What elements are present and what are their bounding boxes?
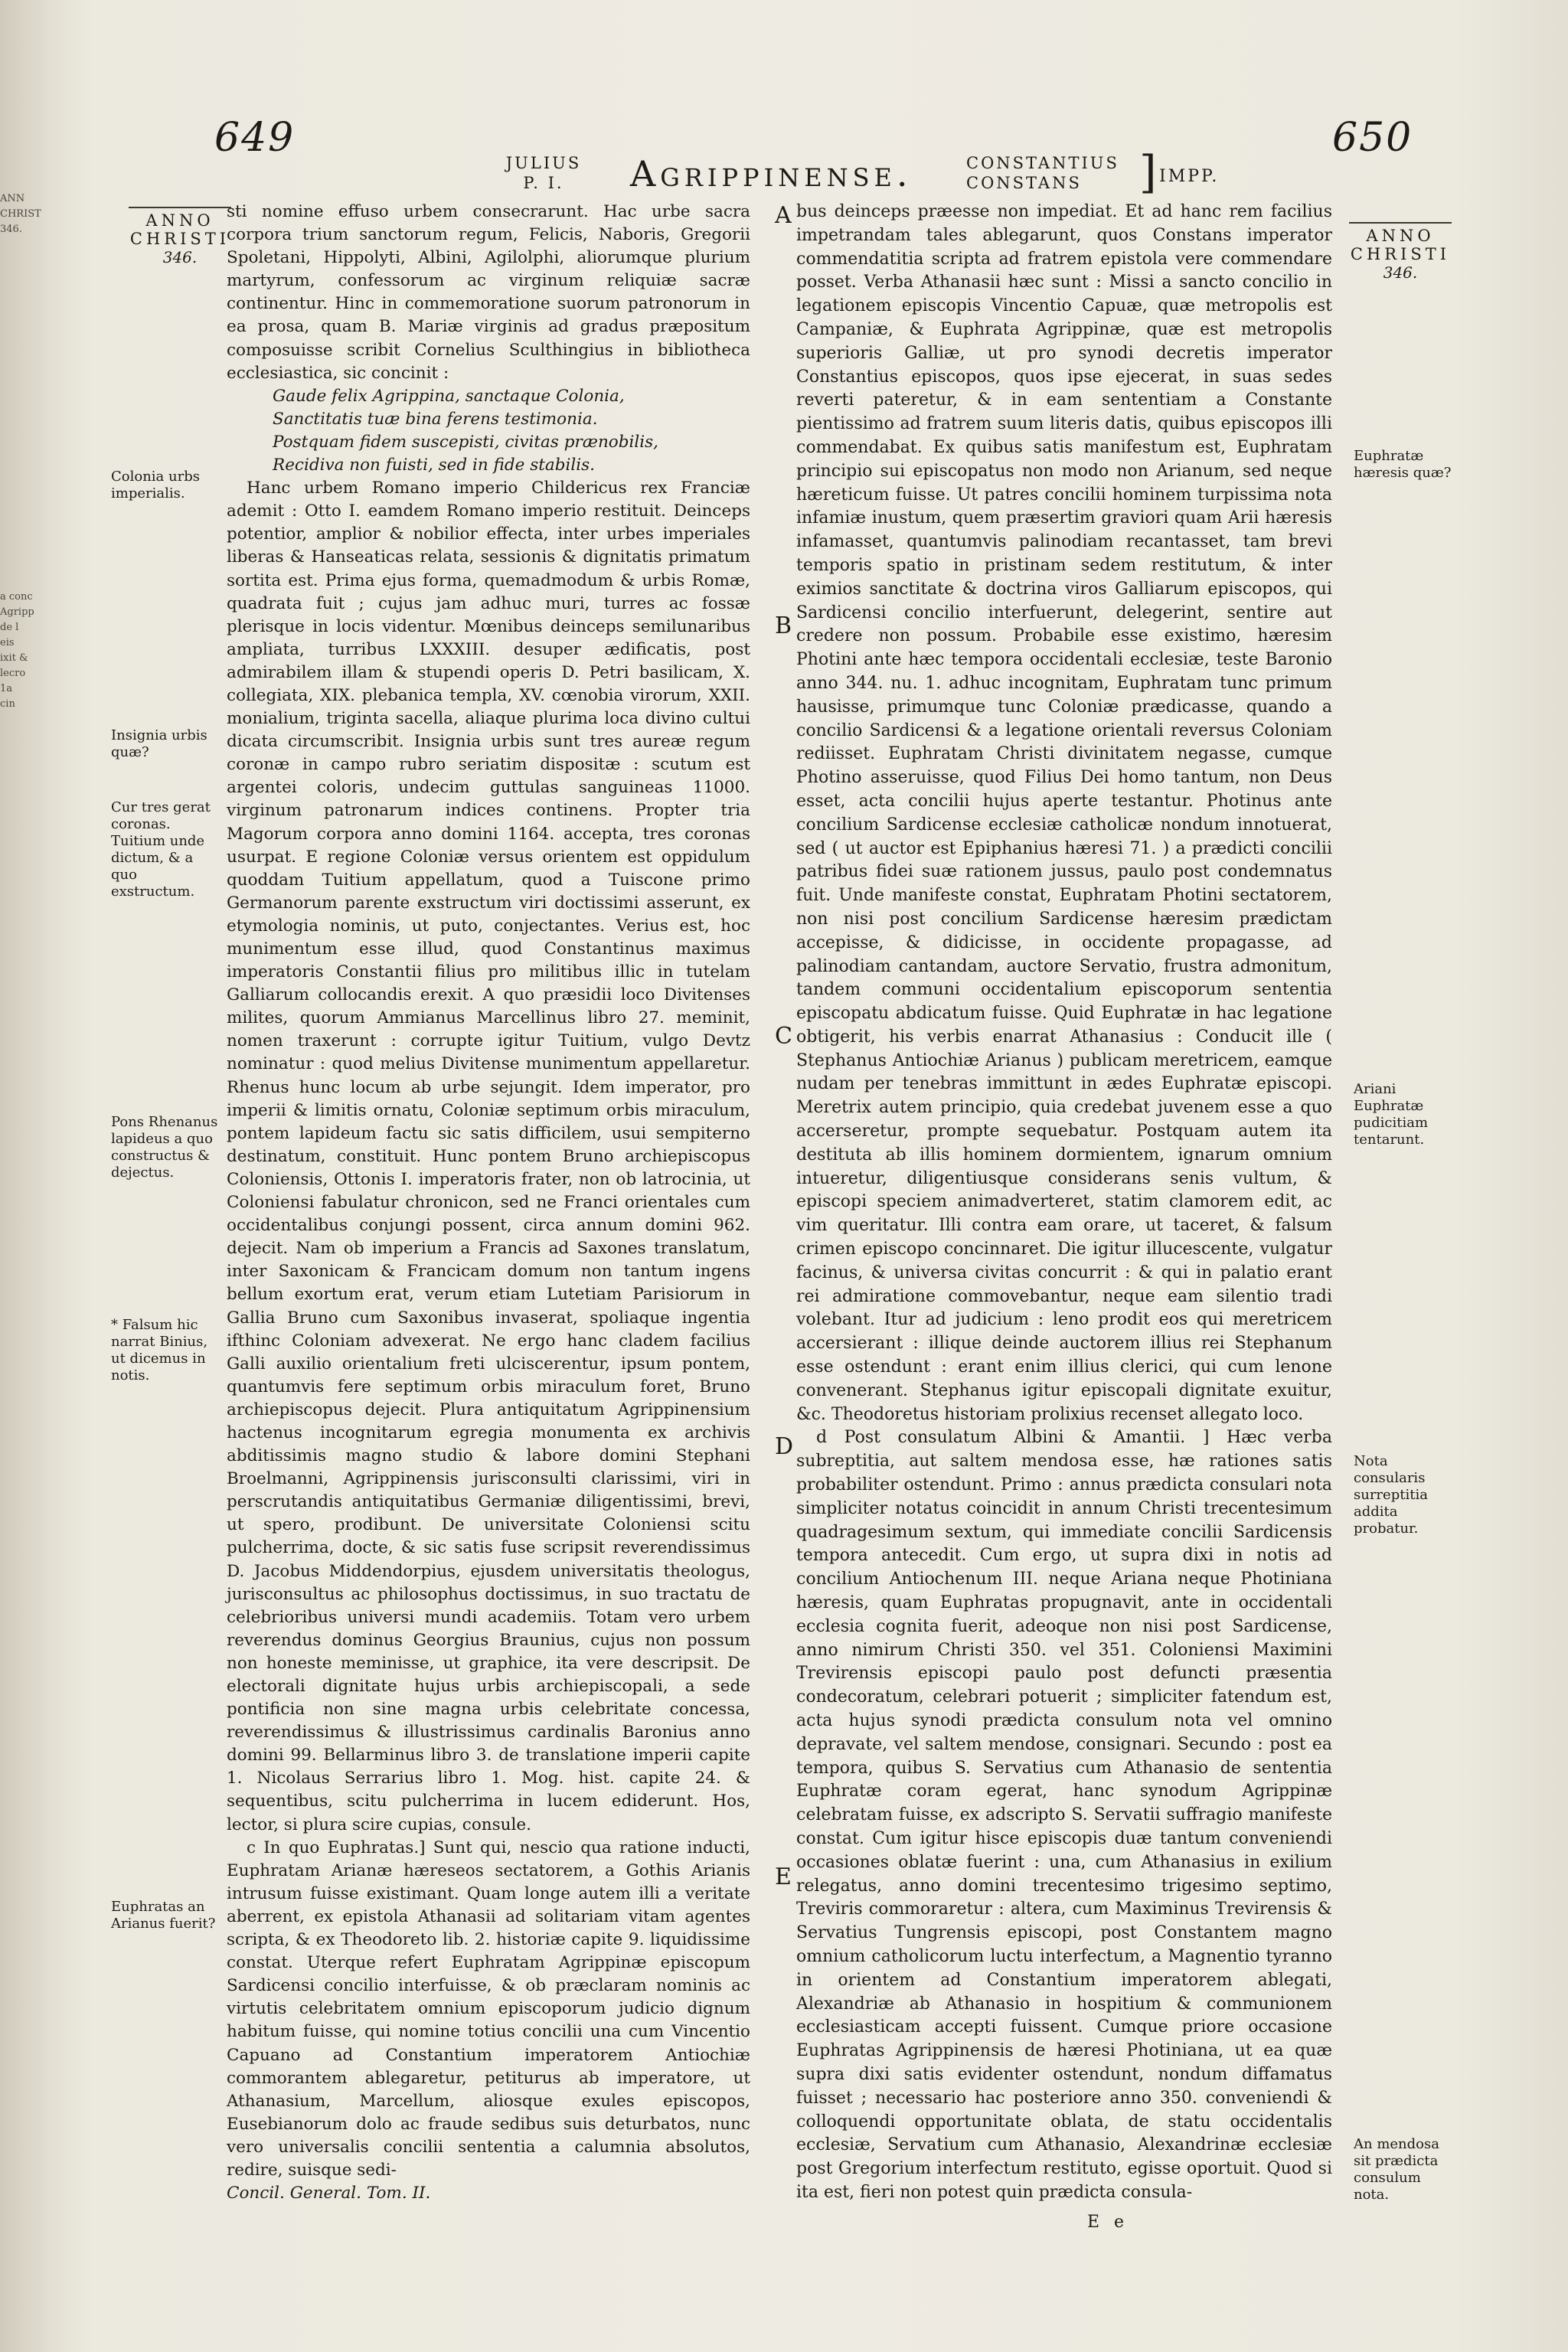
edge-fragment — [0, 390, 24, 406]
section-letter-c: C — [775, 1023, 792, 1050]
verse-line: Recidiva non fuisti, sed in fide stabilis. — [273, 456, 595, 475]
right-text-column — [796, 201, 1332, 2205]
pope-name: JULIUS — [505, 154, 582, 172]
edge-fragment — [0, 482, 24, 498]
edge-fragment: de l — [0, 622, 19, 633]
margin-note-euphratas: Euphratas an Arianus fuerit? — [111, 1899, 216, 1932]
page-number-left: 649 — [214, 115, 296, 161]
section-letter-a: A — [775, 202, 792, 229]
edge-fragment: ANN — [0, 193, 25, 204]
margin-note-ariani: Ariani Euphratæ pudicitiam tentarunt. — [1354, 1081, 1429, 1148]
impp-label: IMPP. — [1159, 167, 1220, 186]
anno-year: 346. — [1383, 263, 1418, 282]
edge-fragment — [0, 574, 24, 590]
pope-label — [501, 153, 586, 193]
edge-fragment — [0, 528, 24, 544]
anno-word: ANNO — [145, 211, 214, 230]
text-paragraph: Hanc urbem Romano imperio Childericus rex Franciæ ademit : Otto I. eamdem Romano imperio restituit. Deinceps potentior, amplior & nobilior effecta, inter urbes imperiales liberas & Hanseaticas relata, sessionis & dignitatis primatum sortita est. Prima ejus forma, quemadmodum & urbis Romæ, quadrata fuit ; cujus jam adhuc muri, turres ac fossæ plerisque in locis videntur. Mœnibus deinceps semilunaribus ampliata, turribus LXXXIII. desuper ædificatis, post admirabilem illam & stupendi operis D. Petri basilicam, X. collegiata, XIX. plebanica templa, XV. cœnobia virorum, XXII. monialium, triginta sacella, aliaque plurima loca divino cultui dicata circumscribit. Insignia urbis sunt tres aureæ regum coronæ in campo rubro seriatim dispositæ : scutum est argentei coloris, undecim guttulas sanguineas 11000. virginum patronarum indices continens. Propter tria Magorum corpora anno domini 1164. accepta, tres coronas usurpat. E regione Coloniæ versus orientem est oppidulum quoddam Tuitium appellatum, quod a Tuiscone primo Germanorum parente exstructum viri doctissimi asserunt, ex etymologia nominis, ut puto, conjectantes. Verius est, hoc munimentum esse illud, quod Constantinus maximus imperatoris Constantii filius pro militibus illic in tutelam Galliarum collocandis erexit. A quo præsidii loco Divitenses milites, quorum Ammianus Marcellinus libro 27. meminit, nomen traxerunt : corrupte igitur Tuitium, vulgo Devtz nominatur : quod melius Divitense munimentum appellaretur. Rhenus hunc locum ab urbe sejungit. Idem imperator, pro imperii & limitis ornatu, Coloniæ septimum orbis miraculum, pontem lapideum factu sic satis difficilem, usui sempiterno destinatum, constituit. Hunc pontem Bruno archiepiscopus Coloniensis, Ottonis I. imperatoris frater, non ob latrocinia, ut Coloniensi fabulatur chronicon, sed ne Franci orientales cum occidentalibus conjungi possent, circa annum domini 962. dejecit. Nam ob imperium a Francis ad Saxones translatum, inter Saxonicam & Francicam domum non tantum ingens bellum exortum erat, verum etiam Lutetiam Parisiorum in Gallia Bruno cum Saxonibus invaserat, spoliaque ingentia ifthinc Coloniam advexerat. Ne ergo hanc cladem facilius Galli auxilio orientalium freti ulciscerentur, ipsum pontem, quantumvis fere septimum orbis miraculum foret, Bruno archiepiscopus dejecit. Plura antiquitatum Agrippinensium hactenus incognitarum egregia monumenta ex archivis abditissimis magno studio & labore domini Stephani Broelmanni, Agrippinensis jurisconsulti clarissimi, viri in perscrutandis antiquitatibus Germaniæ diligentissimi, brevi, ut spero, prodibunt. De universitate Coloniensi scitu pulcherrima, docte, & sic satis fuse scripsit reverendissimus D. Jacobus Middendorpius, ejusdem universitatis theologus, jurisconsultus ac philosophus doctissimus, in suo tractatu de celebrioribus universi mundi academiis. Totam vero urbem reverendus dominus Georgius Braunius, cujus non possum non honeste meminisse, ut graphice, ita vere descripsit. De electorali dignitate hujus urbis archiepiscopali, a sede pontificia non sine magna urbis celebritate concessa, reverendissimus & illustrissimus cardinalis Baronius anno domini 99. Bellarminus libro 3. de translatione imperii capite 1. Nicolaus Serrarius libro 1. Mog. hist. capite 24. & sequentibus, scitu pulcherrima in lucem ediderunt. Hos, lector, si plura scire cupias, consule. — [227, 479, 750, 1834]
verse-line: Sanctitatis tuæ bina ferens testimonia. — [273, 409, 598, 429]
edge-fragment — [0, 283, 24, 299]
edge-fragment: 346. — [0, 224, 22, 235]
section-letter-b: B — [775, 612, 792, 639]
edge-fragment: eis — [0, 637, 15, 648]
edge-fragment — [0, 452, 24, 467]
margin-note-haeresis: Euphratæ hæresis quæ? — [1354, 448, 1452, 481]
edge-fragment — [0, 237, 24, 253]
section-letter-d: D — [775, 1433, 794, 1460]
anno-christi-left — [129, 211, 231, 266]
emperor-constantius: CONSTANTIUS — [966, 154, 1119, 172]
christi-word: CHRISTI — [129, 230, 230, 248]
edge-fragment — [0, 345, 24, 360]
margin-note-coronas: Cur tres gerat coronas. Tuitium unde dictum, & a quo exstructum. — [111, 799, 211, 900]
anno-word: ANNO — [1366, 227, 1435, 245]
verse-line: Postquam fidem suscepisti, civitas prænobilis, — [273, 432, 659, 452]
page-title: Agrippinense. — [630, 153, 913, 194]
margin-note-insignia: Insignia urbis quæ? — [111, 727, 207, 760]
page-number-right: 650 — [1332, 115, 1413, 161]
margin-note-binius: * Falsum hic narrat Binius, ut dicemus in notis. — [111, 1317, 208, 1383]
previous-page-edge — [0, 191, 41, 2105]
emperors-label — [966, 153, 1119, 193]
edge-fragment: cin — [0, 698, 15, 710]
text-paragraph: bus deinceps præesse non impediat. Et ad hanc rem facilius impetrandam tales ablegarunt, quos Constans imperator commendatitia scripta ad fratrem epistola vere commendare posset. Verba Athanasii hæc sunt : Missi a sancto concilio in legationem episcopis Vincentio Capuæ, quæ metropolis est Campaniæ, & Euphrata Agrippinæ, quæ est metropolis superioris Galliæ, ut pro synodi decretis imperator Constantius episcopos, quos ipse ejecerat, in suas sedes reverti pateretur, & in eam sententiam a Constante pientissimo ad fratrem suum literis datis, quibus episcopos illi commendabat. Ex quibus satis manifestum est, Euphratam principio sui episcopatus non modo non Arianum, sed neque hæreticum fuisse. Ut patres concilii hominem turpissima nota infamiæ inustum, quem præsertim graviori quam Arii hæresis infamasset, quantumvis palinodiam recantasset, tam brevi temporis spatio in pristinam sedem restitutum, & inter eximios sanctitate & doctrina viros Galliarum episcopos, qui Sardicensi concilio interfuerunt, delegerint, sentire aut credere non possum. Probabile esse existimo, hæresim Photini ante hæc tempora occidentali ecclesiæ, teste Baronio anno 344. nu. 1. adhuc incognitam, Euphratam tunc primum hausisse, primumque tunc Coloniæ prædicasse, quando a concilio Sardicensi & a legatione orientali reversus Coloniam rediisset. Euphratam Christi divinitatem negasse, cumque Photino asseruisse, quod Filius Dei homo tantum, non Deus esset, acta concilii hujus aperte testantur. Photinus ante concilium Sardicense ecclesiæ catholicæ nondum innotuerat, sed ( ut auctor est Epiphanius hæresi 71. ) a prædicti concilii patribus fidei suæ rationem jussus, paulo post condemnatus fuit. Unde manifeste constat, Euphratam Photini sectatorem, non nisi post concilium Sardicense hæresim prædictam accepisse, & didicisse, in occidente propagasse, ad palinodiam cantandam, auctore Servatio, frustra admonitum, tandem communi occidentalium episcoporum sententia episcopatu abdicatum fuisse. Quid Euphratæ in hac legatione obtigerit, his verbis enarrat Athanasius : Conducit ille ( Stephanus Antiochiæ Arianus ) publicam meretricem, eamque nudam per tenebras immittunt in ædes Euphratæ episcopi. Meretrix autem principio, quia credebat juvenem esse a quo accerseretur, prompte sequebatur. Postquam autem ita destituta ab illis hominem dormientem, ignarum omnium intueretur, diligentiusque considerans senis vultum, & episcopi speciem animadverteret, statim clamorem edit, ac vim queritatur. Illi contra eam orare, ut taceret, & falsum crimen episcopo concinnaret. Die igitur illucescente, vulgatur facinus, & universa civitas concurrit : & qui in palatio erant rei admiratione commovebantur, neque eam silentio tradi volebant. Itur ad judicium : leno prodit eos qui meretricem accersierant : illique deinde auctorem illius rei Stephanum esse ostendunt : erant enim illius clerici, qui cum lenone convenerant. Stephanus igitur episcopali dignitate exuitur, &c. Theodoretus historiam prolixius recenset allegato loco. — [796, 202, 1332, 1424]
running-header — [0, 0, 1568, 222]
edge-fragment: ixit & — [0, 652, 28, 664]
edge-fragment — [0, 544, 24, 559]
edge-fragment: a conc — [0, 591, 33, 603]
emperor-constans: CONSTANS — [966, 174, 1082, 192]
signature-mark: E e — [1087, 2213, 1129, 2232]
verse-line: Gaude felix Agrippina, sanctaque Colonia, — [273, 386, 625, 406]
edge-fragment: 1a — [0, 683, 13, 694]
edge-fragment: Agripp — [0, 606, 34, 618]
edge-fragment — [0, 299, 24, 314]
edge-fragment — [0, 498, 24, 513]
footer-reference: Concil. General. Tom. II. — [227, 2184, 431, 2203]
edge-fragment — [0, 253, 24, 268]
text-paragraph: c In quo Euphratas.] Sunt qui, nescio qua ratione inducti, Euphratam Arianæ hæreseos sectatorem, a Gothis Arianis intrusum fuisse existimant. Quam longe autem illi a veritate aberrent, ex epistola Athanasii ad solitariam vitam agentes scripta, & ex Theodoreto lib. 2. historiæ capite 9. liquidissime constat. Uterque refert Euphratam Agrippinæ episcopum Sardicensi concilio interfuisse, & ob præclaram nominis ac virtutis celebritatem omnium episcoporum judicio dignum habitum fuisse, qui nomine totius concilii una cum Vincentio Capuano ad Constantium imperatorem Antiochiæ commorantem ablegaretur, petiturus ab imperatore, ut Athanasium, Marcellum, aliosque exules episcopos, Eusebianorum dolo ac fraude sedibus suis deturbatos, nunc vero universalis concilii sententia a calumnia absolutos, redire, suisque sedi- — [227, 1838, 750, 2180]
anno-rule-left — [129, 207, 231, 208]
edge-fragment — [0, 314, 24, 329]
text-paragraph: d Post consulatum Albini & Amantii. ] Hæc verba subreptitia, aut saltem mendosa esse, hæ rationes satis probabiliter ostendunt. Primo : annus prædicta consulari nota simpliciter notatus coincidit in annum Christi trecentesimum quadragesimum sextum, qui immediate concilii Sardicensis tempora antecedit. Cum ergo, ut supra dixi in notis ad concilium Antiochenum III. neque Ariana neque Photiniana hæresis, quam Euphratas propugnavit, ante in occidentali ecclesia cognita fuerit, adeoque non nisi post Sardicense, anno nimirum Christi 350. vel 351. Coloniensi Maximini Trevirensis episcopi paulo post defuncti præsentia condecoratum, celebrari potuerit ; simpliciter fatendum est, acta hujus synodi prædicta consulum nota vel omnino depravate, vel saltem mendose, consignari. Secundo : post ea tempora, quibus S. Servatius cum Athanasio de sententia Euphratæ coram egerat, hanc synodum Agrippinæ celebratam fuisse, ex adscripto S. Servatii suffragio manifeste constat. Cum igitur hisce episcopis duæ tantum conveniendi occasiones oblatæ fuerint : una, cum Athanasius in exilium relegatus, anno domini trecentesimo trigesimo septimo, Treviris commoraretur : altera, cum Maximinus Trevirensis & Servatius Tungrensis episcopi, post Constantem magno omnium catholicorum luctu interfectum, a Magnentio tyranno in orientem ad Constantium imperatorem ablegati, Alexandriæ ab Athanasio in hospitium & communionem ecclesiasticam accepti fuissent. Cumque priore occasione Euphratas Agrippinensis de hæresi Photiniana, ut ea quæ supra dixi satis evidenter ostendunt, nondum diffamatus fuisset ; necessario hac posteriore anno 350. conveniendi & colloquendi opportunitate oblata, de statu occidentalis ecclesiæ, Servatium cum Athanasio, Alexandrinæ ecclesiæ post Gregorium interfectum restituto, egisse oportuit. Quod si ita est, fieri non potest quin prædicta consula- — [796, 1428, 1332, 2202]
edge-fragment — [0, 436, 24, 452]
edge-fragment — [0, 513, 24, 528]
anno-rule-right — [1349, 222, 1452, 224]
anno-year: 346. — [162, 248, 198, 266]
edge-fragment — [0, 360, 24, 375]
edge-fragment — [0, 329, 24, 345]
edge-fragment — [0, 268, 24, 283]
edge-fragment: CHRIST — [0, 208, 41, 220]
margin-note-colonia: Colonia urbs imperialis. — [111, 469, 200, 501]
edge-fragment — [0, 406, 24, 421]
margin-note-mendosa: An mendosa sit prædicta consulum nota. — [1354, 2136, 1439, 2203]
pope-ordinal: P. I. — [523, 174, 564, 192]
edge-fragment — [0, 421, 24, 436]
edge-fragment — [0, 375, 24, 390]
edge-fragment: lecro — [0, 668, 26, 679]
margin-note-consularis: Nota consularis surreptitia addita probatur. — [1354, 1453, 1428, 1537]
edge-fragment — [0, 559, 24, 574]
left-text-column — [227, 201, 750, 2205]
margin-note-pons: Pons Rhenanus lapideus a quo constructus & dejectus. — [111, 1114, 218, 1181]
christi-word: CHRISTI — [1350, 245, 1451, 263]
text-paragraph: sti nomine effuso urbem consecrarunt. Hac urbe sacra corpora trium sanctorum regum, Felicis, Naboris, Gregorii Spoletani, Hippolyti, Albini, Agilolphi, aliorumque plurium martyrum, confessorum ac virginum reliquiæ sacræ continentur. Hinc in commemoratione suorum patronorum in ea prosa, quam B. Mariæ virginis ad gradus præpositum composuisse scribit Cornelius Sculthingius in bibliotheca ecclesiastica, sic concinit : — [227, 202, 750, 383]
bracket-glyph: ] — [1139, 146, 1157, 198]
section-letter-e: E — [775, 1864, 792, 1890]
anno-christi-right — [1349, 227, 1452, 282]
edge-fragment — [0, 467, 24, 482]
